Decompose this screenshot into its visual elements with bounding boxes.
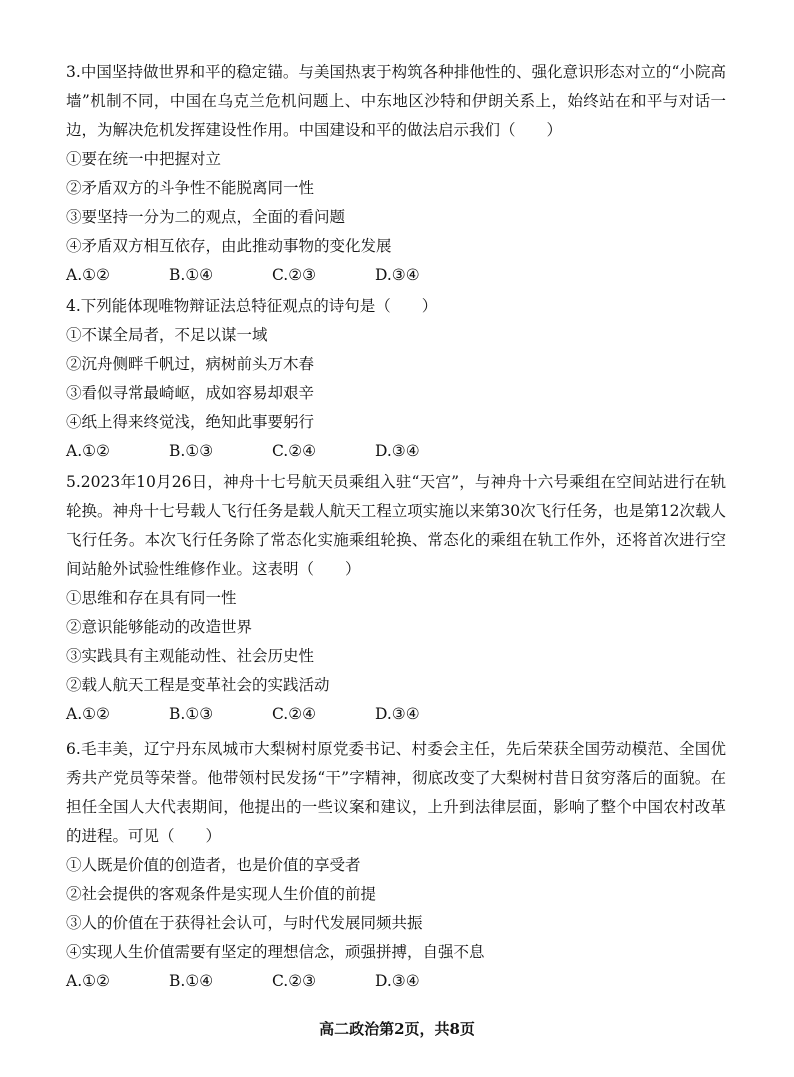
answer-a: A.①② — [66, 266, 110, 284]
option-2: ②矛盾双方的斗争性不能脱离同一性 — [66, 179, 315, 197]
answer-a: A.①② — [66, 442, 110, 460]
answer-d: D.③④ — [375, 266, 420, 284]
answer-b: B.①③ — [169, 705, 214, 723]
answer-b: B.①④ — [169, 972, 214, 990]
option-3: ③人的价值在于获得社会认可，与时代发展同频共振 — [66, 914, 423, 932]
answer-c: C.②③ — [272, 972, 317, 990]
question-stem: 6.毛丰美，辽宁丹东凤城市大梨树村原党委书记、村委会主任，先后荣获全国劳动模范、全国优秀共产党员等荣誉。他带领村民发扬“干”字精神，彻底改变了大梨树村昔日贫穷落后的面貌。在担任全国人大代表期间，他提出的一些议案和建议，上升到法律层面，影响了整个中国农村改革的进程。可见（ ） — [66, 740, 726, 845]
answer-c: C.②④ — [272, 705, 317, 723]
answer-c: C.②④ — [272, 442, 317, 460]
option-4: ④纸上得来终觉浅，绝知此事要躬行 — [66, 413, 315, 431]
answer-choices — [66, 437, 726, 466]
question-stem: 5.2023年10月26日，神舟十七号航天员乘组入驻“天宫”，与神舟十六号乘组在空间站进行在轨轮换。神舟十七号载人飞行任务是载人航天工程立项实施以来第30次飞行任务，也是第12次载人飞行任务。本次飞行任务除了常态化实施乘组轮换、常态化的乘组在轨工作外，还将首次进行空间站舱外试验性维修作业。这表明（ ） — [66, 473, 726, 578]
answer-c: C.②③ — [272, 266, 317, 284]
answer-choices — [66, 261, 726, 290]
option-1: ①人既是价值的创造者，也是价值的享受者 — [66, 856, 361, 874]
page-footer: 高二政治第2页，共8页 — [319, 1020, 475, 1038]
option-2: ②社会提供的客观条件是实现人生价值的前提 — [66, 885, 377, 903]
option-3: ③实践具有主观能动性、社会历史性 — [66, 647, 315, 665]
option-3: ③要坚持一分为二的观点，全面的看问题 — [66, 208, 346, 226]
question-stem: 3.中国坚持做世界和平的稳定锚。与美国热衷于构筑各种排他性的、强化意识形态对立的“小院高墙”机制不同，中国在乌克兰危机问题上、中东地区沙特和伊朗关系上，始终站在和平与对话一边，为解决危机发挥建设性作用。中国建设和平的做法启示我们（ ） — [66, 63, 726, 139]
option-1: ①要在统一中把握对立 — [66, 150, 222, 168]
question-4 — [66, 292, 726, 466]
question-6 — [66, 735, 726, 996]
option-4: ④实现人生价值需要有坚定的理想信念，顽强拼搏，自强不息 — [66, 943, 485, 961]
answer-d: D.③④ — [375, 972, 420, 990]
answer-d: D.③④ — [375, 705, 420, 723]
option-4: ②载人航天工程是变革社会的实践活动 — [66, 676, 330, 694]
answer-choices — [66, 700, 726, 729]
option-2: ②沉舟侧畔千帆过，病树前头万木春 — [66, 355, 315, 373]
answer-a: A.①② — [66, 972, 110, 990]
answer-choices — [66, 967, 726, 996]
question-5 — [66, 468, 726, 729]
answer-a: A.①② — [66, 705, 110, 723]
question-stem: 4.下列能体现唯物辩证法总特征观点的诗句是（ ） — [66, 297, 438, 315]
answer-d: D.③④ — [375, 442, 420, 460]
option-1: ①不谋全局者，不足以谋一域 — [66, 326, 268, 344]
option-3: ③看似寻常最崎岖，成如容易却艰辛 — [66, 384, 315, 402]
option-2: ②意识能够能动的改造世界 — [66, 618, 253, 636]
answer-b: B.①④ — [169, 266, 214, 284]
option-4: ④矛盾双方相互依存，由此推动事物的变化发展 — [66, 237, 392, 255]
answer-b: B.①③ — [169, 442, 214, 460]
question-3 — [66, 58, 726, 290]
option-1: ①思维和存在具有同一性 — [66, 589, 237, 607]
